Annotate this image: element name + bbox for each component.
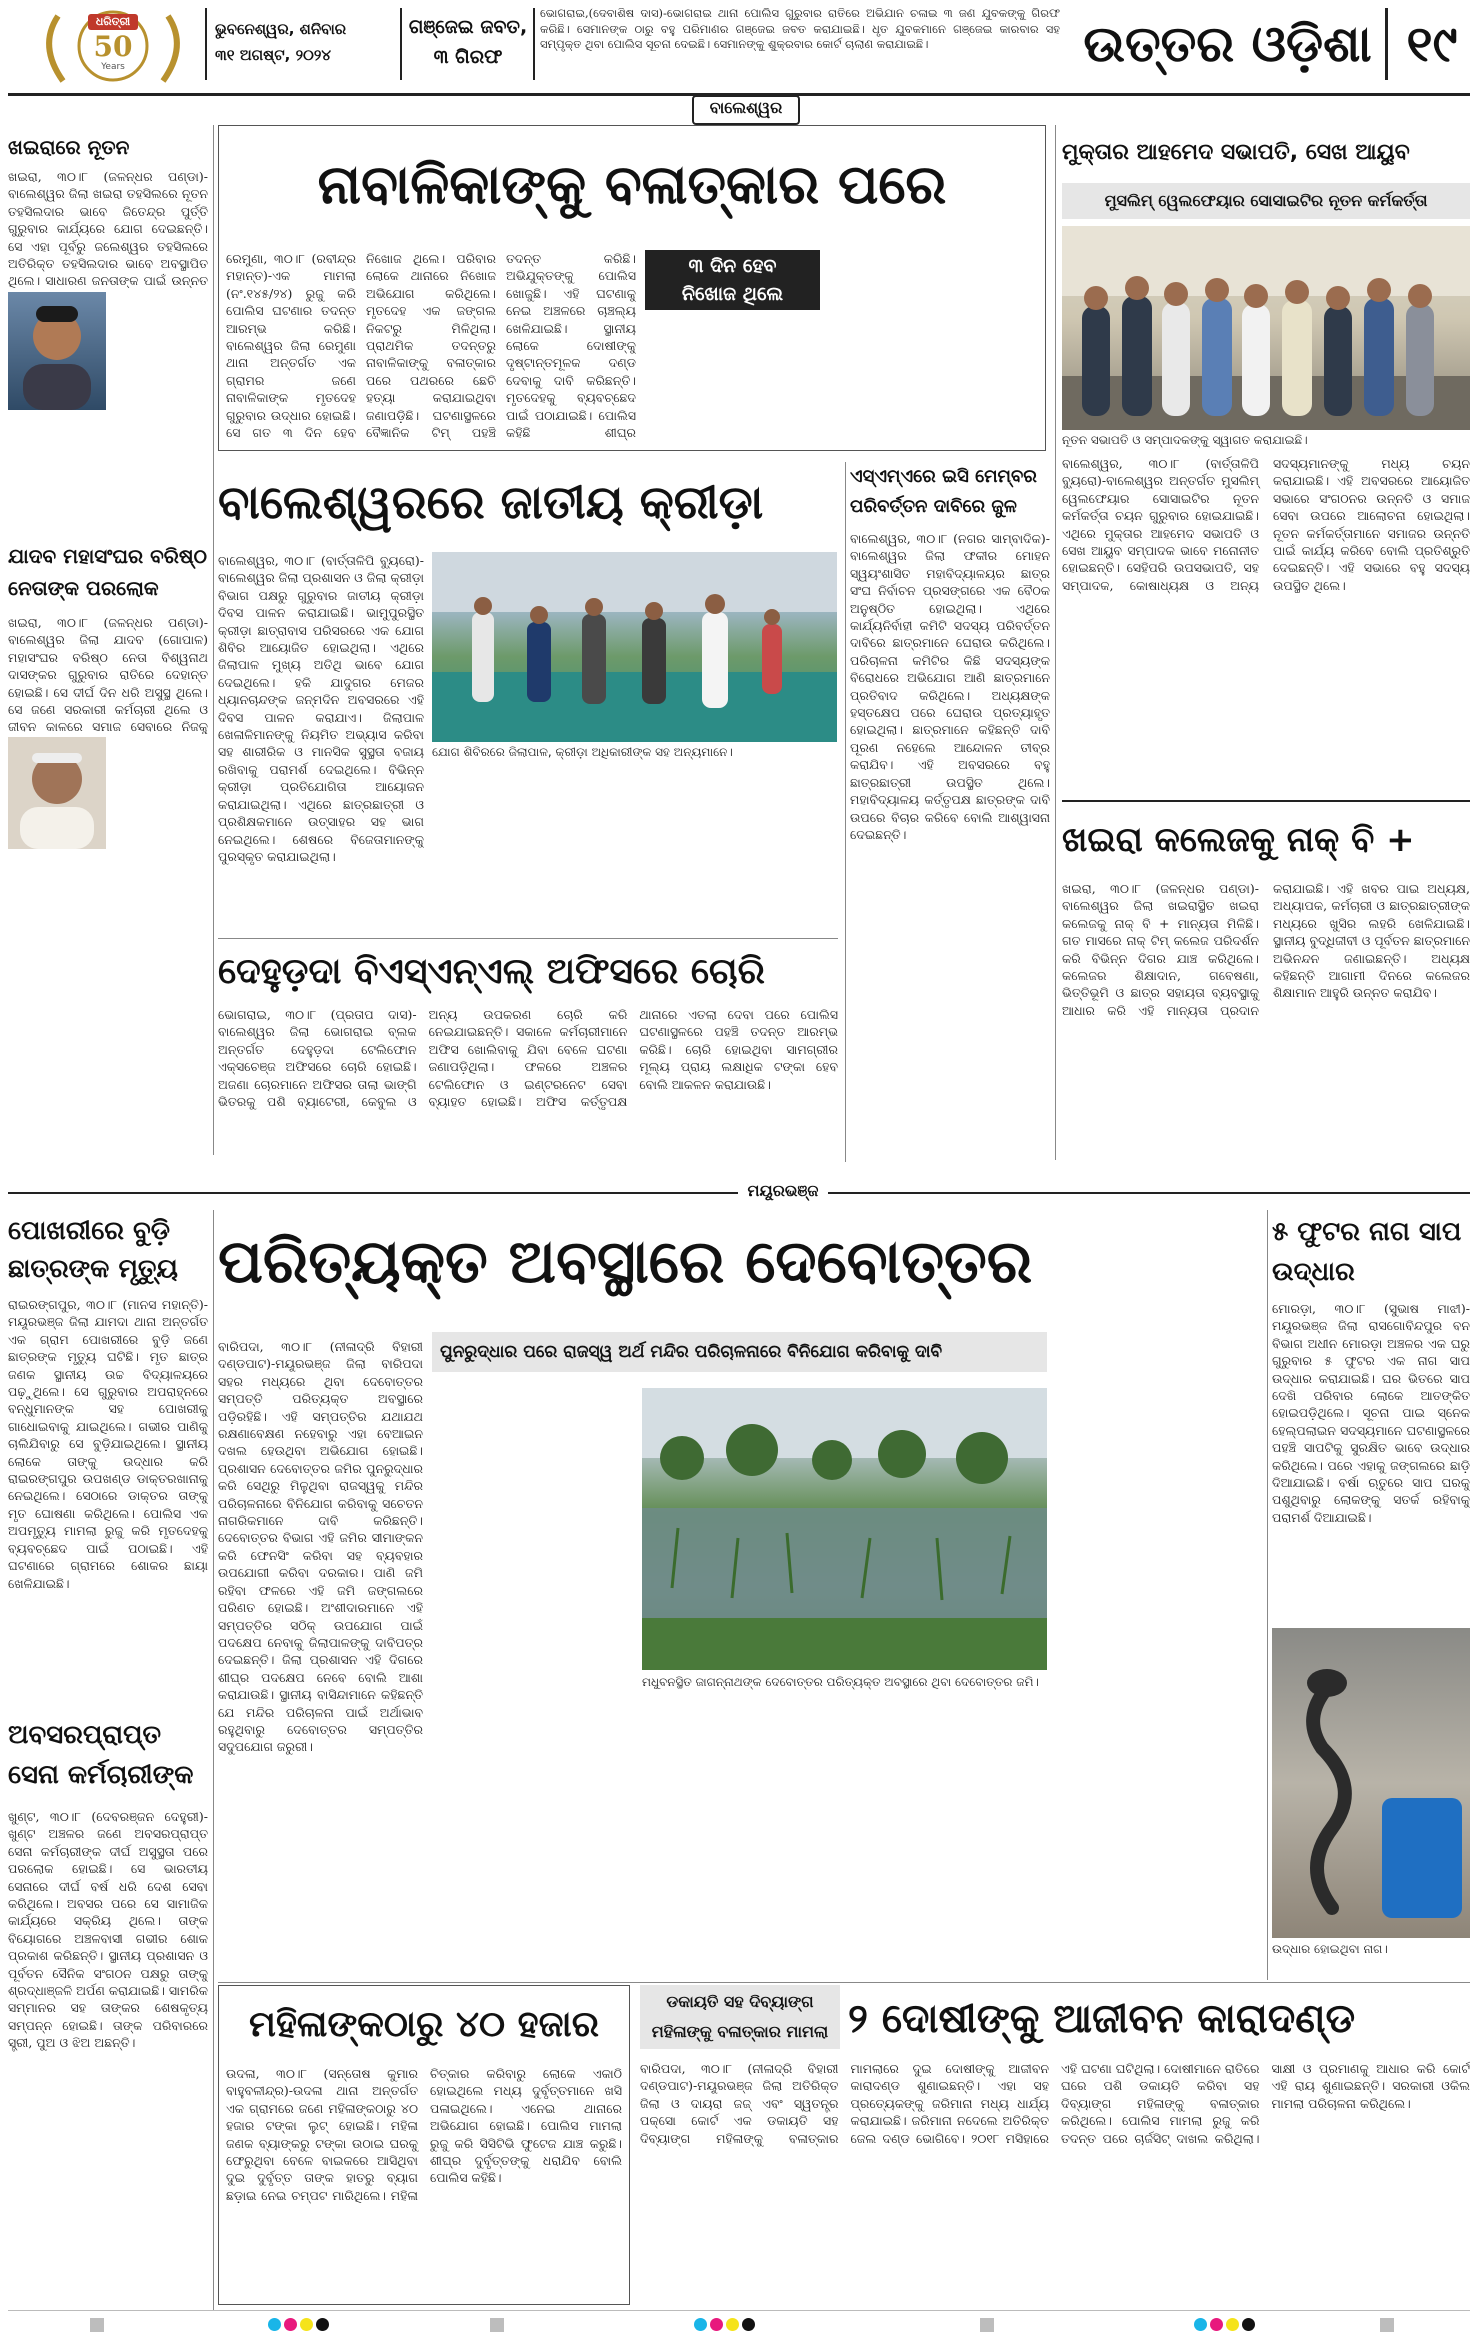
photo-tahasildar-portrait (8, 292, 106, 410)
photo-muslim-welfare-group (1062, 226, 1470, 430)
headline-jadav: ଯାଦବ ମହାସଂଘର ବରିଷ୍ଠ ନେତାଙ୍କ ପରଲୋକ (8, 544, 207, 600)
article-devottar-cont-2 (432, 1700, 1047, 1978)
page-number: ୧୯ (1406, 15, 1458, 73)
logo-years-number: 50 (93, 32, 133, 62)
registration-dot-black-2 (742, 2318, 755, 2331)
waterlogged-land-illustration (642, 1388, 1047, 1670)
photo-snake-rescue (1272, 1628, 1470, 1938)
section-label-mayurbhanj: ମୟୂରଭଞ୍ଜ (738, 1180, 828, 1206)
article-rape-murder-cont (645, 316, 820, 444)
headline-rape-murder: ନାବାଳିକାଙ୍କୁ ବଳାତ୍କାର ପରେ (317, 153, 947, 216)
life-sentence-kicker-2: ମହିଳାଙ୍କୁ ବଳାତ୍କାର ମାମଲା (651, 2022, 829, 2041)
missing-days-box (645, 250, 820, 310)
article-sports-day: ବାଲେଶ୍ୱର, ୩୦।୮ (ବାର୍ତ୍ତାଳିପି ବ୍ୟୁରୋ)-ବାଲେଶ୍ୱର ଜିଲା ପ୍ରଶାସନ ଓ ଜିଲା କ୍ରୀଡ଼ା ବିଭାଗ ପକ୍ଷରୁ ଗୁରୁବାର ଜାତୀୟ କ୍ରୀଡ଼ା ଦିବସ ପାଳନ କରାଯାଇଛି। ଭାମୁପୁରସ୍ଥିତ କ୍ରୀଡ଼ା ଛାତ୍ରାବାସ ପରିସରରେ ଏକ ଯୋଗ ଶିବିର ଆୟୋଜିତ ହୋଇଥିଲା। ଏଥିରେ ଜିଲାପାଳ ମୁଖ୍ୟ ଅତିଥି ଭାବେ ଯୋଗ ଦେଇଥିଲେ। ହକି ଯାଦୁଗର ମେଜର ଧ୍ୟାନଚାନ୍ଦଙ୍କ ଜନ୍ମଦିନ ଅବସରରେ ଏହି ଦିବସ ପାଳନ କରାଯାଏ। ଜିଲାପାଳ ଖେଳାଳିମାନଙ୍କୁ ନିୟମିତ ଅଭ୍ୟାସ କରିବା ସହ ଶାରୀରିକ ଓ ମାନସିକ ସୁସ୍ଥତା ବଜାୟ ରଖିବାକୁ ପରାମର୍ଶ ଦେଇଥିଲେ। ବିଭିନ୍ନ କ୍ରୀଡ଼ା ପ୍ରତିଯୋଗିତା ଆୟୋଜନ କରାଯାଇଥିଲା। ଏଥିରେ ଛାତ୍ରଛାତ୍ରୀ ଓ ପ୍ରଶିକ୍ଷକମାନେ ଉତ୍ସାହର ସହ ଭାଗ ନେଇଥିଲେ। ଶେଷରେ ବିଜେତାମାନଙ୍କୁ ପୁରସ୍କୃତ କରାଯାଇଥିଲା। (218, 553, 424, 864)
column-rule-right (1055, 125, 1056, 1160)
subhead-muslim-welfare: ମୁସଲିମ୍ ୱେଲଫେୟାର ସୋସାଇଟିର ନୂତନ କର୍ମକର୍ତ୍ତା (1062, 183, 1470, 219)
article-tahasildar: ଖଇରା, ୩୦।୮ (ଜଳନ୍ଧର ପଣ୍ଡା)-ବାଲେଶ୍ୱର ଜିଲା ଖଇରା ତହସିଲରେ ନୂତନ ତହସିଲଦାର ଭାବେ ଜିତେନ୍ଦ୍ର ପୁର୍ତ୍ତି ଗୁରୁବାର କାର୍ଯ୍ୟରେ ଯୋଗ ଦେଇଛନ୍ତି। ସେ ଏହା ପୂର୍ବରୁ ଜଲେଶ୍ୱର ତହସିଲରେ ଅତିରିକ୍ତ ତହସିଲଦାର ଭାବେ ଅବସ୍ଥାପିତ ଥିଲେ। ସାଧାରଣ ଜନତାଙ୍କ ପାଇଁ ଉନ୍ନତ (8, 169, 208, 288)
masthead-divider-2 (400, 8, 402, 80)
column-rule-left (213, 125, 214, 1155)
masthead-divider-3 (533, 8, 535, 80)
dateline-date: ୩୧ ଅଗଷ୍ଟ, ୨୦୨୪ (215, 46, 331, 64)
headline-robbery: ମହିଳାଙ୍କଠାରୁ ୪୦ ହଜାର (249, 2004, 599, 2045)
photo-jadav-portrait (8, 737, 106, 849)
article-sports-day-cont (432, 768, 837, 933)
registration-dot-cyan-2 (694, 2318, 707, 2331)
bsnl-top-rule (218, 938, 838, 939)
headline-devottar: ପରିତ୍ୟକ୍ତ ଅବସ୍ଥାରେ ଦେବୋତ୍ତର (218, 1227, 1033, 1297)
article-khaira-college: ଖଇରା, ୩୦।୮ (ଜଳନ୍ଧର ପଣ୍ଡା)-ବାଲେଶ୍ୱର ଜିଲା ଖଇରାସ୍ଥିତ ଖଇରା କଲେଜକୁ ନାକ୍ ବି + ମାନ୍ୟତା ମିଳିଛି। ଗତ ମାସରେ ନାକ୍ ଟିମ୍ କଲେଜ ପରିଦର୍ଶନ କରି ବିଭିନ୍ନ ଦିଗର ଯାଞ୍ଚ କରିଥିଲେ। କଲେଜର ଶିକ୍ଷାଦାନ, ଗବେଷଣା, ଭିତ୍ତିଭୂମି ଓ ଛାତ୍ର ସହାୟତା ବ୍ୟବସ୍ଥାକୁ ଆଧାର କରି ଏହି ମାନ୍ୟତା ପ୍ରଦାନ କରାଯାଇଛି। ଏହି ଖବର ପାଇ ଅଧ୍ୟକ୍ଷ, ଅଧ୍ୟାପକ, କର୍ମଚାରୀ ଓ ଛାତ୍ରଛାତ୍ରୀଙ୍କ ମଧ୍ୟରେ ଖୁସିର ଲହରି ଖେଳିଯାଇଛି। ସ୍ଥାନୀୟ ବୁଦ୍ଧିଜୀବୀ ଓ ପୂର୍ବତନ ଛାତ୍ରମାନେ ଅଭିନନ୍ଦନ ଜଣାଇଛନ୍ତି। ଅଧ୍ୟକ୍ଷ କହିଛନ୍ତି ଆଗାମୀ ଦିନରେ କଲେଜର ଶିକ୍ଷାମାନ ଆହୁରି ଉନ୍ନତ କରାଯିବ। (1062, 881, 1470, 1018)
logo-name: ଧରିତ୍ରୀ (88, 14, 138, 30)
bottom-row-rule (218, 1982, 1470, 1983)
registration-dot-cyan-1 (268, 2318, 281, 2331)
caption-sports-day: ଯୋଗ ଶିବିରରେ ଜିଲାପାଳ, କ୍ରୀଡ଼ା ଅଧିକାରୀଙ୍କ ସହ ଅନ୍ୟମାନେ। (432, 745, 733, 759)
teaser-headline-line-1: ଗଞ୍ଜେଇ ଜବତ, (408, 16, 528, 38)
teaser-headline (408, 12, 528, 76)
article-muslim-welfare: ବାଲେଶ୍ୱର, ୩୦।୮ (ବାର୍ତ୍ତାଳିପି ବ୍ୟୁରୋ)-ବାଲେଶ୍ୱର ଅନ୍ତର୍ଗତ ମୁସଲିମ୍ ୱେଲଫେୟାର ସୋସାଇଟିର ନୂତନ କର୍ମକର୍ତ୍ତା ଚୟନ ଗୁରୁବାର ହୋଇଯାଇଛି। ଏଥିରେ ମୁକ୍ତାର ଆହମେଦ ସଭାପତି ଓ ସେଖ ଆୟୁବ ସମ୍ପାଦକ ଭାବେ ମନୋନୀତ ହୋଇଛନ୍ତି। ସେହିପରି ଉପସଭାପତି, ସହ ସମ୍ପାଦକ, କୋଷାଧ୍ୟକ୍ଷ ଓ ଅନ୍ୟ ସଦସ୍ୟମାନଙ୍କୁ ମଧ୍ୟ ଚୟନ କରାଯାଇଛି। ଏହି ଅବସରରେ ଆୟୋଜିତ ସଭାରେ ସଂଗଠନର ଉନ୍ନତି ଓ ସମାଜ ସେବା ଉପରେ ଆଲୋଚନା ହୋଇଥିଲା। ନୂତନ କର୍ମକର୍ତ୍ତାମାନେ ସମାଜର ଉନ୍ନତି ପାଇଁ କାର୍ଯ୍ୟ କରିବେ ବୋଲି ପ୍ରତିଶ୍ରୁତି ଦେଇଛନ୍ତି। ଏହି ସଭାରେ ବହୁ ସଦସ୍ୟ ଉପସ୍ଥିତ ଥିଲେ। (1062, 456, 1470, 593)
article-amc-protest: ବାଲେଶ୍ୱର, ୩୦।୮ (ନଗର ସାମ୍ବାଦିକ)-ବାଲେଶ୍ୱର ଜିଲା ଫକୀର ମୋହନ ସ୍ୱୟଂଶାସିତ ମହାବିଦ୍ୟାଳୟର ଛାତ୍ର ସଂଘ ନିର୍ବାଚନ ପ୍ରସଙ୍ଗରେ ଏକ ବୈଠକ ଅନୁଷ୍ଠିତ ହୋଇଥିଲା। ଏଥିରେ କାର୍ଯ୍ୟନିର୍ବାହୀ କମିଟି ସଦସ୍ୟ ପରିବର୍ତ୍ତନ ଦାବିରେ ଛାତ୍ରମାନେ ଘେରାଉ କରିଥିଲେ। ପରିଚାଳନା କମିଟିର କିଛି ସଦସ୍ୟଙ୍କ ବିରୋଧରେ ଅଭିଯୋଗ ଆଣି ଛାତ୍ରମାନେ ପ୍ରତିବାଦ କରିଥିଲେ। ଅଧ୍ୟକ୍ଷଙ୍କ ହସ୍ତକ୍ଷେପ ପରେ ଘେରାଉ ପ୍ରତ୍ୟାହୃତ ହୋଇଥିଲା। ଛାତ୍ରମାନେ କହିଛନ୍ତି ଦାବି ପୂରଣ ନହେଲେ ଆନ୍ଦୋଳନ ତୀବ୍ର କରାଯିବ। ଏହି ଅବସରରେ ବହୁ ଛାତ୍ରଛାତ୍ରୀ ଉପସ୍ଥିତ ଥିଲେ। ମହାବିଦ୍ୟାଳୟ କର୍ତ୍ତୃପକ୍ଷ ଛାତ୍ରଙ୍କ ଦାବି ଉପରେ ବିଚାର କରିବେ ବୋଲି ଆଶ୍ୱାସନା ଦେଇଛନ୍ତି। (850, 531, 1050, 842)
headline-tahasildar: ଖଇରାରେ ନୂତନ (8, 135, 130, 159)
article-jadav-cont (8, 852, 208, 1162)
registration-dot-yellow-3 (1226, 2318, 1239, 2331)
subhead-devottar: ପୁନରୁଦ୍ଧାର ପରେ ରାଜସ୍ୱ ଅର୍ଥ ମନ୍ଦିର ପରିଚାଳନାରେ ବିନିଯୋଗ କରିବାକୁ ଦାବି (432, 1332, 1047, 1372)
registration-dot-yellow-1 (300, 2318, 313, 2331)
teaser-body: ଭୋଗରାଇ,(ଦେବାଶିଷ ଦାସ)-ଭୋଗରାଇ ଥାନା ପୋଲିସ ଗୁରୁବାର ରାତିରେ ଅଭିଯାନ ଚଳାଇ ୩ ଜଣ ଯୁବକଙ୍କୁ ଗିରଫ କରିଛି। ସେମାନଙ୍କ ଠାରୁ ବହୁ ପରିମାଣର ଗଞ୍ଜେଇ ଜବତ କରାଯାଇଛି। ଧୃତ ଯୁବକମାନେ ଗଞ୍ଜେଇ କାରବାର ସହ ସମ୍ପୃକ୍ତ ଥିବା ପୋଲିସ ସୂଚନା ଦେଇଛି। ସେମାନଙ୍କୁ ଶୁକ୍ରବାର କୋର୍ଟ ଚାଲାଣ କରାଯାଇଛି। (540, 6, 1060, 51)
article-jadav: ଖଇରା, ୩୦।୮ (ଜଳନ୍ଧର ପଣ୍ଡା)-ବାଲେଶ୍ୱର ଜିଲା ଯାଦବ (ଗୋପାଳ) ମହାସଂଘର ବରିଷ୍ଠ ନେତା ବିଶ୍ୱନାଥ ଦାସଙ୍କର ଗୁରୁବାର ରାତିରେ ଦେହାନ୍ତ ହୋଇଛି। ସେ ଦୀର୍ଘ ଦିନ ଧରି ଅସୁସ୍ଥ ଥିଲେ। ସେ ଜଣେ ସରକାରୀ କର୍ମଚାରୀ ଥିଲେ ଓ ଜୀବନ କାଳରେ ସମାଜ ସେବାରେ ନିଜକୁ (8, 615, 208, 734)
column-rule-center (845, 462, 846, 1162)
headline-amc-protest: ଏସ୍ଏମ୍ଏରେ ଇସି ମେମ୍ବର ପରିବର୍ତ୍ତନ ଦାବିରେ ଜୁଳ (850, 466, 1037, 517)
missing-box-line-2: ନିଖୋଜ ଥିଲେ (681, 283, 784, 305)
masthead (0, 0, 1477, 90)
section-label-balasore: ବାଲେଶ୍ୱର (692, 95, 800, 125)
life-sentence-kicker-box (640, 1985, 840, 2049)
article-tahasildar-cont (110, 292, 208, 452)
headline-bsnl-theft: ଦେହୁଡ଼ଦା ବିଏସ୍ଏନ୍ଏଲ୍ ଅଫିସରେ ଚୋରି (218, 951, 765, 992)
column-rule-left-lower (213, 1210, 214, 2310)
missing-box-line-1: ୩ ଦିନ ହେବ (688, 255, 777, 277)
dateline-day: ଭୁବନେଶ୍ୱର, ଶନିବାର (215, 20, 347, 38)
photo-devottar-land (642, 1388, 1047, 1670)
photo-sports-day-yoga (432, 552, 837, 742)
cobra-snake-icon (1272, 1628, 1470, 1938)
registration-dot-black-1 (316, 2318, 329, 2331)
registration-dot-yellow-2 (726, 2318, 739, 2331)
caption-snake-rescue: ଉଦ୍ଧାର ହୋଇଥିବା ନାଗ। (1272, 1942, 1388, 1956)
headline-snake-rescue: ୫ ଫୁଟର ନାଗ ସାପ ଉଦ୍ଧାର (1272, 1217, 1462, 1287)
person-portrait-icon (8, 737, 106, 849)
headline-sports-day: ବାଲେଶ୍ୱରରେ ଜାତୀୟ କ୍ରୀଡ଼ା (218, 475, 764, 529)
registration-dot-magenta-1 (284, 2318, 297, 2331)
group-photo-illustration (1062, 226, 1470, 430)
masthead-divider-4 (1385, 8, 1388, 80)
article-retired-soldier: ଖୁଣ୍ଟ, ୩୦।୮ (ଦେବରଞ୍ଜନ ଦେହୁରୀ)-ଖୁଣ୍ଟ ଅଞ୍ଚଳର ଜଣେ ଅବସରପ୍ରାପ୍ତ ସେନା କର୍ମଚାରୀଙ୍କ ଦୀର୍ଘ ଅସୁସ୍ଥତା ପରେ ପରଲୋକ ହୋଇଛି। ସେ ଭାରତୀୟ ସେନାରେ ଦୀର୍ଘ ବର୍ଷ ଧରି ଦେଶ ସେବା କରିଥିଲେ। ଅବସର ପରେ ସେ ସାମାଜିକ କାର୍ଯ୍ୟରେ ସକ୍ରିୟ ଥିଲେ। ତାଙ୍କ ବିୟୋଗରେ ଅଞ୍ଚଳବାସୀ ଗଭୀର ଶୋକ ପ୍ରକାଶ କରିଛନ୍ତି। ସ୍ଥାନୀୟ ପ୍ରଶାସନ ଓ ପୂର୍ବତନ ସୈନିକ ସଂଗଠନ ପକ୍ଷରୁ ତାଙ୍କୁ ଶ୍ରଦ୍ଧାଞ୍ଜଳି ଅର୍ପଣ କରାଯାଇଛି। ସାମରିକ ସମ୍ମାନର ସହ ତାଙ୍କର ଶେଷକୃତ୍ୟ ସମ୍ପନ୍ନ ହୋଇଛି। ତାଙ୍କ ପରିବାରରେ ସ୍ତ୍ରୀ, ପୁଅ ଓ ଝିଅ ଅଛନ୍ତି। (8, 1809, 208, 2051)
article-rape-murder: ରେମୁଣା, ୩୦।୮ (ରବୀନ୍ଦ୍ର ମହାନ୍ତ)-ଏକ ମାମଲା (ନଂ.୧୪୫/୨୪) ରୁଜୁ କରି ପୋଲିସ ଘଟଣାର ତଦନ୍ତ ଆରମ୍ଭ କରିଛି। ବାଲେଶ୍ୱର ଜିଲା ରେମୁଣା ଥାନା ଅନ୍ତର୍ଗତ ଏକ ଗ୍ରାମର ଜଣେ ନାବାଳିକାଙ୍କ ମୃତଦେହ ଗୁରୁବାର ଉଦ୍ଧାର ହୋଇଛି। ସେ ଗତ ୩ ଦିନ ହେବ ନିଖୋଜ ଥିଲେ। ପରିବାର ଲୋକେ ଥାନାରେ ନିଖୋଜ ଅଭିଯୋଗ କରିଥିଲେ। ମୃତଦେହ ଏକ ଜଙ୍ଗଲ ନିକଟରୁ ମିଳିଥିଲା। ପ୍ରାଥମିକ ତଦନ୍ତରୁ ନାବାଳିକାଙ୍କୁ ବଳାତ୍କାର ପରେ ପଥରରେ ଛେଚି ହତ୍ୟା କରାଯାଇଥିବା ଜଣାପଡ଼ିଛି। ଘଟଣାସ୍ଥଳରେ ବୈଜ୍ଞାନିକ ଟିମ୍ ପହଞ୍ଚି ତଦନ୍ତ କରିଛି। ଅଭିଯୁକ୍ତଙ୍କୁ ପୋଲିସ ଖୋଜୁଛି। ଏହି ଘଟଣାକୁ ନେଇ ଅଞ୍ଚଳରେ ଚାଞ୍ଚଲ୍ୟ ଖେଳିଯାଇଛି। ସ୍ଥାନୀୟ ଲୋକେ ଦୋଷୀଙ୍କୁ ଦୃଷ୍ଟାନ୍ତମୂଳକ ଦଣ୍ଡ ଦେବାକୁ ଦାବି କରିଛନ୍ତି। ମୃତଦେହକୁ ବ୍ୟବଚ୍ଛେଦ ପାଇଁ ପଠାଯାଇଛି। ପୋଲିସ କହିଛି ଶୀଘ୍ର (226, 251, 636, 441)
registration-square-1 (90, 2318, 104, 2332)
column-rule-snake (1267, 1210, 1268, 1980)
caption-muslim-welfare: ନୂତନ ସଭାପତି ଓ ସମ୍ପାଦକଙ୍କୁ ସ୍ୱାଗତ କରାଯାଇଛି। (1062, 433, 1308, 447)
article-bsnl-theft: ଭୋଗରାଇ, ୩୦।୮ (ପ୍ରତାପ ଦାସ)-ବାଲେଶ୍ୱର ଜିଲା ଭୋଗରାଇ ବ୍ଲକ ଅନ୍ତର୍ଗତ ଦେହୁଡ଼ଦା ଟେଲିଫୋନ ଏକ୍ସଚେଞ୍ଜ ଅଫିସରେ ଚୋରି ହୋଇଛି। ଅଜଣା ଚୋରମାନେ ଅଫିସର ତାଲା ଭାଙ୍ଗି ଭିତରକୁ ପଶି ବ୍ୟାଟେରୀ, କେବୁଲ ଓ ଅନ୍ୟ ଉପକରଣ ଚୋରି କରି ନେଇଯାଇଛନ୍ତି। ସକାଳେ କର୍ମଚାରୀମାନେ ଅଫିସ ଖୋଲିବାକୁ ଯିବା ବେଳେ ଘଟଣା ଜଣାପଡ଼ିଥିଲା। ଫଳରେ ଅଞ୍ଚଳର ଟେଲିଫୋନ ଓ ଇଣ୍ଟରନେଟ ସେବା ବ୍ୟାହତ ହୋଇଛି। ଅଫିସ କର୍ତ୍ତୃପକ୍ଷ ଥାନାରେ ଏତଲା ଦେବା ପରେ ପୋଲିସ ଘଟଣାସ୍ଥଳରେ ପହଞ୍ଚି ତଦନ୍ତ ଆରମ୍ଭ କରିଛି। ଚୋରି ହୋଇଥିବା ସାମଗ୍ରୀର ମୂଲ୍ୟ ପ୍ରାୟ ଲକ୍ଷାଧିକ ଟଙ୍କା ହେବ ବୋଲି ଆକଳନ କରାଯାଉଛି। (218, 1007, 838, 1110)
registration-square-4 (1380, 2318, 1394, 2332)
headline-retired-soldier: ଅବସରପ୍ରାପ୍ତ ସେନା କର୍ମଚାରୀଙ୍କ (8, 1720, 194, 1790)
khaira-top-rule (1062, 800, 1470, 802)
article-robbery: ଉଦଳା, ୩୦।୮ (ସନ୍ତୋଷ କୁମାର ବାହୁବଳୀନ୍ଦ୍ର)-ଉଦଳା ଥାନା ଅନ୍ତର୍ଗତ ଏକ ଗ୍ରାମରେ ଜଣେ ମହିଳାଙ୍କଠାରୁ ୪୦ ହଜାର ଟଙ୍କା ଲୁଟ୍ ହୋଇଛି। ମହିଳା ଜଣକ ବ୍ୟାଙ୍କରୁ ଟଙ୍କା ଉଠାଇ ଘରକୁ ଫେରୁଥିବା ବେଳେ ବାଇକରେ ଆସିଥିବା ଦୁଇ ଦୁର୍ବୃତ୍ତ ତାଙ୍କ ହାତରୁ ବ୍ୟାଗ ଛଡ଼ାଇ ନେଇ ଚମ୍ପଟ ମାରିଥିଲେ। ମହିଳା ଚିତ୍କାର କରିବାରୁ ଲୋକେ ଏକାଠି ହୋଇଥିଲେ ମଧ୍ୟ ଦୁର୍ବୃତ୍ତମାନେ ଖସି ପଳାଇଥିଲେ। ଏନେଇ ଥାନାରେ ଅଭିଯୋଗ ହୋଇଛି। ପୋଲିସ ମାମଲା ରୁଜୁ କରି ସିସିଟିଭି ଫୁଟେଜ ଯାଞ୍ଚ କରୁଛି। ଶୀଘ୍ର ଦୁର୍ବୃତ୍ତଙ୍କୁ ଧରାଯିବ ବୋଲି ପୋଲିସ କହିଛି। (226, 2066, 622, 2203)
person-portrait-icon (8, 292, 106, 410)
yoga-camp-illustration (432, 552, 837, 742)
registration-dot-magenta-2 (710, 2318, 723, 2331)
registration-dot-magenta-3 (1210, 2318, 1223, 2331)
article-life-sentence: ବାରିପଦା, ୩୦।୮ (ନୀଳାଦ୍ରି ବିହାରୀ ଦଣ୍ଡପାଟ)-ମୟୂରଭଞ୍ଜ ଜିଲା ଅତିରିକ୍ତ ଜିଲା ଓ ଦାୟରା ଜଜ୍ ଏବଂ ସ୍ୱତନ୍ତ୍ର ପକ୍ସୋ କୋର୍ଟ ଏକ ଡକାୟତି ସହ ଦିବ୍ୟାଙ୍ଗ ମହିଳାଙ୍କୁ ବଳାତ୍କାର ମାମଲାରେ ଦୁଇ ଦୋଷୀଙ୍କୁ ଆଜୀବନ କାରାଦଣ୍ଡ ଶୁଣାଇଛନ୍ତି। ଏହା ସହ ପ୍ରତ୍ୟେକଙ୍କୁ ଜରିମାନା ମଧ୍ୟ ଧାର୍ଯ୍ୟ କରାଯାଇଛି। ଜରିମାନା ନଦେଲେ ଅତିରିକ୍ତ ଜେଲ ଦଣ୍ଡ ଭୋଗିବେ। ୨୦୧୮ ମସିହାରେ ଏହି ଘଟଣା ଘଟିଥିଲା। ଦୋଷୀମାନେ ରାତିରେ ଘରେ ପଶି ଡକାୟତି କରିବା ସହ ଦିବ୍ୟାଙ୍ଗ ମହିଳାଙ୍କୁ ବଳାତ୍କାର କରିଥିଲେ। ପୋଲିସ ମାମଲା ରୁଜୁ କରି ତଦନ୍ତ ପରେ ଚାର୍ଜସିଟ୍ ଦାଖଲ କରିଥିଲା। ସାକ୍ଷୀ ଓ ପ୍ରମାଣକୁ ଆଧାର କରି କୋର୍ଟ ଏହି ରାୟ ଶୁଣାଇଛନ୍ତି। ସରକାରୀ ଓକିଲ ମାମଲା ପରିଚାଳନା କରିଥିଲେ। (640, 2061, 1470, 2146)
headline-pond-death: ପୋଖରୀରେ ବୁଡ଼ି ଛାତ୍ରଙ୍କ ମୃତ୍ୟୁ (8, 1216, 178, 1284)
article-snake-rescue: ମୋରଡ଼ା, ୩୦।୮ (ସୁଭାଷ ମାଝୀ)-ମୟୂରଭଞ୍ଜ ଜିଲା ରାସଗୋବିନ୍ଦପୁର ବନ ବିଭାଗ ଅଧୀନ ମୋରଡ଼ା ଅଞ୍ଚଳର ଏକ ଘରୁ ଗୁରୁବାର ୫ ଫୁଟର ଏକ ନାଗ ସାପ ଉଦ୍ଧାର କରାଯାଇଛି। ଘର ଭିତରେ ସାପ ଦେଖି ପରିବାର ଲୋକେ ଆତଙ୍କିତ ହୋଇପଡ଼ିଥିଲେ। ସୂଚନା ପାଇ ସ୍ନେକ ହେଲ୍ପଲାଇନ ସଦସ୍ୟମାନେ ଘଟଣାସ୍ଥଳରେ ପହଞ୍ଚି ସାପଟିକୁ ସୁରକ୍ଷିତ ଭାବେ ଉଦ୍ଧାର କରିଥିଲେ। ପରେ ଏହାକୁ ଜଙ୍ଗଲରେ ଛାଡ଼ି ଦିଆଯାଇଛି। ବର୍ଷା ଋତୁରେ ସାପ ଘରକୁ ପଶୁଥିବାରୁ ଲୋକଙ୍କୁ ସତର୍କ ରହିବାକୁ ପରାମର୍ଶ ଦିଆଯାଇଛି। (1272, 1301, 1470, 1525)
life-sentence-kicker-1: ଡକାୟତି ସହ ଦିବ୍ୟାଙ୍ଗ (666, 1992, 814, 2011)
article-devottar-cont-3 (1055, 1338, 1260, 1978)
anniversary-logo (28, 6, 198, 86)
dateline (215, 16, 390, 76)
registration-square-3 (980, 2318, 994, 2332)
headline-muslim-welfare: ମୁକ୍ତାର ଆହମେଦ ସଭାପତି, ସେଖ ଆୟୁବ (1062, 140, 1410, 165)
caption-devottar: ମଧୁବନସ୍ଥିତ ଜାଗନ୍ନାଥଙ୍କ ଦେବୋତ୍ତର ପରିତ୍ୟକ୍ତ ଅବସ୍ଥାରେ ଥିବା ଦେବୋତ୍ତର ଜମି। (642, 1675, 1039, 1689)
teaser-headline-line-2: ୩ ଗିରଫ (433, 46, 503, 68)
registration-dot-black-3 (1242, 2318, 1255, 2331)
section-title: ଉତ୍ତର ଓଡ଼ିଶା (1083, 15, 1372, 73)
masthead-divider (205, 8, 207, 80)
article-pond-death: ରାଇରଙ୍ଗପୁର, ୩୦।୮ (ମାନସ ମହାନ୍ତି)-ମୟୂରଭଞ୍ଜ ଜିଲା ଯାମଦା ଥାନା ଅନ୍ତର୍ଗତ ଏକ ଗ୍ରାମ ପୋଖରୀରେ ବୁଡ଼ି ଜଣେ ଛାତ୍ରଙ୍କ ମୃତ୍ୟୁ ଘଟିଛି। ମୃତ ଛାତ୍ର ଜଣକ ସ୍ଥାନୀୟ ଉଚ୍ଚ ବିଦ୍ୟାଳୟରେ ପଢ଼ୁଥିଲେ। ସେ ଗୁରୁବାର ଅପରାହ୍ନରେ ବନ୍ଧୁମାନଙ୍କ ସହ ପୋଖରୀକୁ ଗାଧୋଇବାକୁ ଯାଇଥିଲେ। ଗଭୀର ପାଣିକୁ ଚାଲିଯିବାରୁ ସେ ବୁଡ଼ିଯାଇଥିଲେ। ସ୍ଥାନୀୟ ଲୋକେ ତାଙ୍କୁ ଉଦ୍ଧାର କରି ରାଇରଙ୍ଗପୁର ଉପଖଣ୍ଡ ଡାକ୍ତରଖାନାକୁ ନେଇଥିଲେ। ସେଠାରେ ଡାକ୍ତର ତାଙ୍କୁ ମୃତ ଘୋଷଣା କରିଥିଲେ। ପୋଲିସ ଏକ ଅପମୃତ୍ୟୁ ମାମଲା ରୁଜୁ କରି ମୃତଦେହକୁ ବ୍ୟବଚ୍ଛେଦ ପାଇଁ ପଠାଇଛି। ଏହି ଘଟଣାରେ ଗ୍ରାମରେ ଶୋକର ଛାୟା ଖେଳିଯାଇଛି। (8, 1297, 208, 1591)
article-devottar: ବାରିପଦା, ୩୦।୮ (ନୀଳାଦ୍ରି ବିହାରୀ ଦଣ୍ଡପାଟ)-ମୟୂରଭଞ୍ଜ ଜିଲା ବାରିପଦା ସହର ମଧ୍ୟରେ ଥିବା ଦେବୋତ୍ତର ସମ୍ପତ୍ତି ପରିତ୍ୟକ୍ତ ଅବସ୍ଥାରେ ପଡ଼ିରହିଛି। ଏହି ସମ୍ପତ୍ତିର ଯଥାଯଥ ରକ୍ଷଣାବେକ୍ଷଣ ନହେବାରୁ ଏହା ବେଆଇନ ଦଖଲ ହେଉଥିବା ଅଭିଯୋଗ ହୋଇଛି। ପ୍ରଶାସନ ଦେବୋତ୍ତର ଜମିର ପୁନରୁଦ୍ଧାର କରି ସେଥିରୁ ମିଳୁଥିବା ରାଜସ୍ୱକୁ ମନ୍ଦିର ପରିଚାଳନାରେ ବିନିଯୋଗ କରିବାକୁ ସଚେତନ ନାଗରିକମାନେ ଦାବି କରିଛନ୍ତି। ଦେବୋତ୍ତର ବିଭାଗ ଏହି ଜମିର ସୀମାଙ୍କନ କରି ଫେନସିଂ କରିବା ସହ ବ୍ୟବହାର ଉପଯୋଗୀ କରିବା ଦରକାର। ପାଣି ଜମି ରହିବା ଫଳରେ ଏହି ଜମି ଜଙ୍ଗଲରେ ପରିଣତ ହୋଇଛି। ଅଂଶୀଦାରମାନେ ଏହି ସମ୍ପତ୍ତିର ସଠିକ୍ ଉପଯୋଗ ପାଇଁ ପଦକ୍ଷେପ ନେବାକୁ ଜିଲାପାଳଙ୍କୁ ଦାବିପତ୍ର ଦେଇଛନ୍ତି। ଜିଲା ପ୍ରଶାସନ ଏହି ଦିଗରେ ଶୀଘ୍ର ପଦକ୍ଷେପ ନେବେ ବୋଲି ଆଶା କରାଯାଉଛି। ସ୍ଥାନୀୟ ବାସିନ୍ଦାମାନେ କହିଛନ୍ତି ଯେ ମନ୍ଦିର ପରିଚାଳନା ପାଇଁ ଅର୍ଥାଭାବ ରହୁଥିବାରୁ ଦେବୋତ୍ତର ସମ୍ପତ୍ତିର ସଦୁପଯୋଗ ଜରୁରୀ। (218, 1339, 423, 1755)
headline-life-sentence: ୨ ଦୋଷୀଙ୍କୁ ଆଜୀବନ କାରାଦଣ୍ଡ (848, 1996, 1356, 2042)
registration-square-2 (490, 2318, 504, 2332)
logo-years-label: Years (101, 62, 125, 72)
registration-dot-cyan-3 (1194, 2318, 1207, 2331)
article-rape-murder-cont-2 (828, 250, 1040, 445)
headline-khaira-college: ଖଇରା କଲେଜକୁ ନାକ୍ ବି + (1062, 820, 1415, 860)
footer-rule (8, 2310, 1470, 2311)
